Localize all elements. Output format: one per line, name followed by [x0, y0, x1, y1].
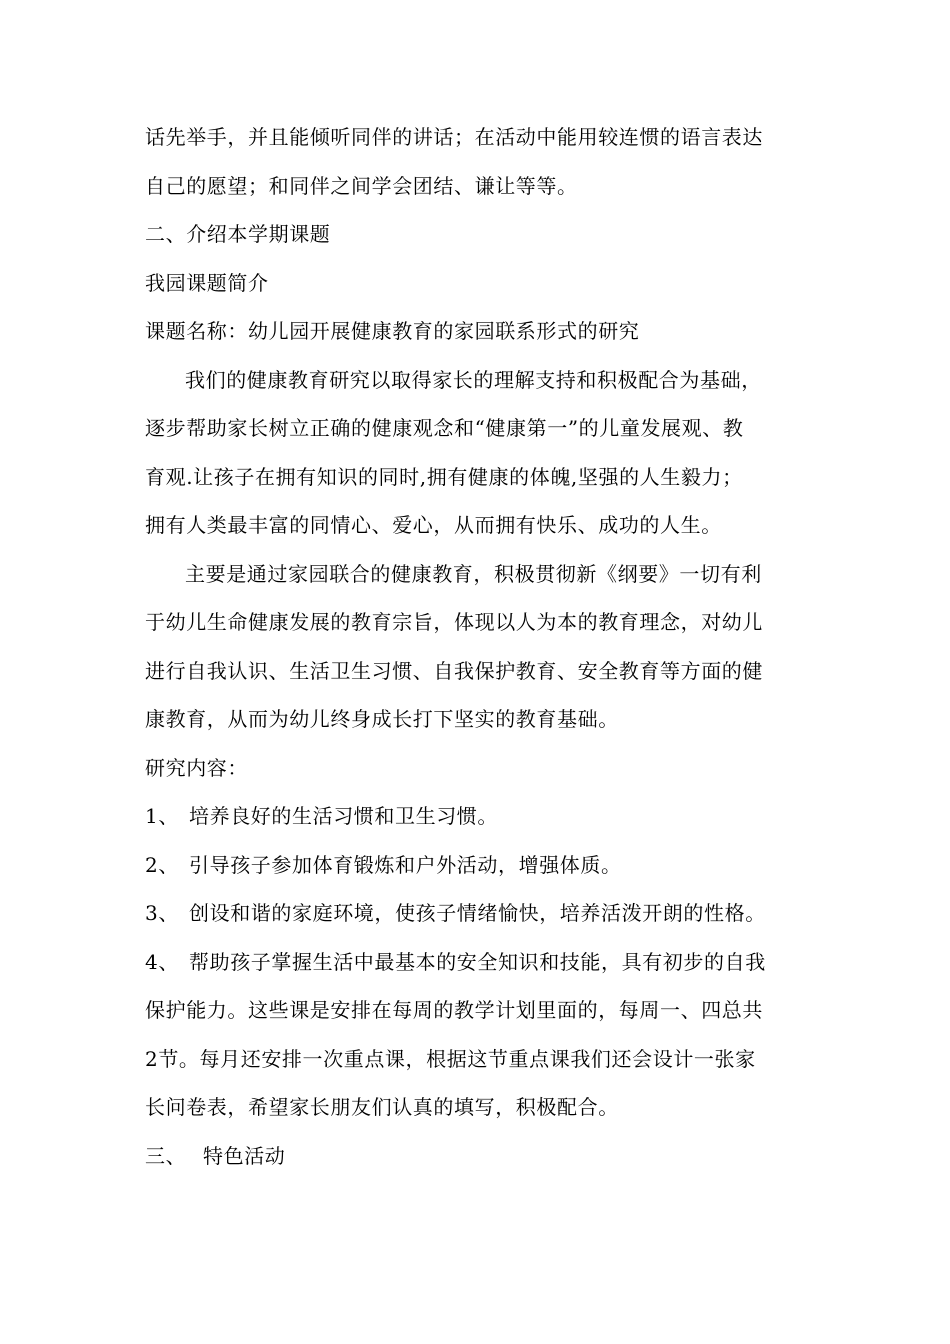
- section-heading: [145, 1132, 810, 1181]
- document-page: [145, 113, 810, 1180]
- list-item-text: 引导孩子参加体育锻炼和户外活动，增强体质。: [189, 852, 622, 877]
- list-item-text: 培养良好的生活习惯和卫生习惯。: [189, 804, 498, 828]
- paragraph-line: 逐步帮助家长树立正确的健康观念和“健康第一”的儿童发展观、教: [145, 416, 744, 440]
- paragraph-line: 自己的愿望；和同伴之间学会团结、谦让等等。: [145, 173, 578, 198]
- subheading: 我园课题简介: [145, 270, 269, 295]
- section-number: 三、: [145, 1143, 187, 1168]
- paragraph-line: 主要是通过家园联合的健康教育，积极贯彻新《纲要》一切有利: [185, 561, 762, 586]
- paragraph-line: 2节。每月还安排一次重点课，根据这节重点课我们还会设计一张家: [145, 1046, 756, 1071]
- list-item: [145, 841, 810, 890]
- list-item-number: 2、: [145, 852, 179, 877]
- paragraph-line: 长问卷表，希望家长朋友们认真的填写，积极配合。: [145, 1095, 619, 1119]
- list-item-number: 4、: [145, 949, 179, 974]
- paragraph-line: 保护能力。这些课是安排在每周的教学计划里面的，每周一、四总共: [145, 998, 763, 1022]
- list-item: [145, 938, 810, 987]
- paragraph-line: 我们的健康教育研究以取得家长的理解支持和积极配合为基础，: [185, 367, 762, 392]
- paragraph-line: 育观.让孩子在拥有知识的同时,拥有健康的体魄,坚强的人生毅力；: [145, 464, 743, 489]
- list-item-text: 创设和谐的家庭环境，使孩子情绪愉快，培养活泼开朗的性格。: [189, 901, 766, 925]
- research-content-label: 研究内容：: [145, 755, 248, 780]
- list-item-number: 1、: [145, 804, 179, 828]
- paragraph-line: 话先举手，并且能倾听同伴的讲话；在活动中能用较连惯的语言表达: [145, 125, 763, 149]
- list-item: [145, 889, 810, 938]
- section-heading: 二、介绍本学期课题: [145, 222, 331, 246]
- list-item-text: 帮助孩子掌握生活中最基本的安全知识和技能，具有初步的自我: [189, 949, 766, 974]
- paragraph-line: 于幼儿生命健康发展的教育宗旨，体现以人为本的教育理念，对幼儿: [145, 610, 763, 634]
- paragraph-line: 进行自我认识、生活卫生习惯、自我保护教育、安全教育等方面的健: [145, 658, 763, 683]
- list-item-number: 3、: [145, 901, 179, 925]
- section-title: 特色活动: [203, 1143, 286, 1168]
- list-item: [145, 792, 810, 841]
- topic-name: 课题名称：幼儿园开展健康教育的家园联系形式的研究: [145, 319, 640, 343]
- paragraph-line: 拥有人类最丰富的同情心、爱心，从而拥有快乐、成功的人生。: [145, 513, 722, 537]
- paragraph-line: 康教育，从而为幼儿终身成长打下坚实的教育基础。: [145, 707, 619, 731]
